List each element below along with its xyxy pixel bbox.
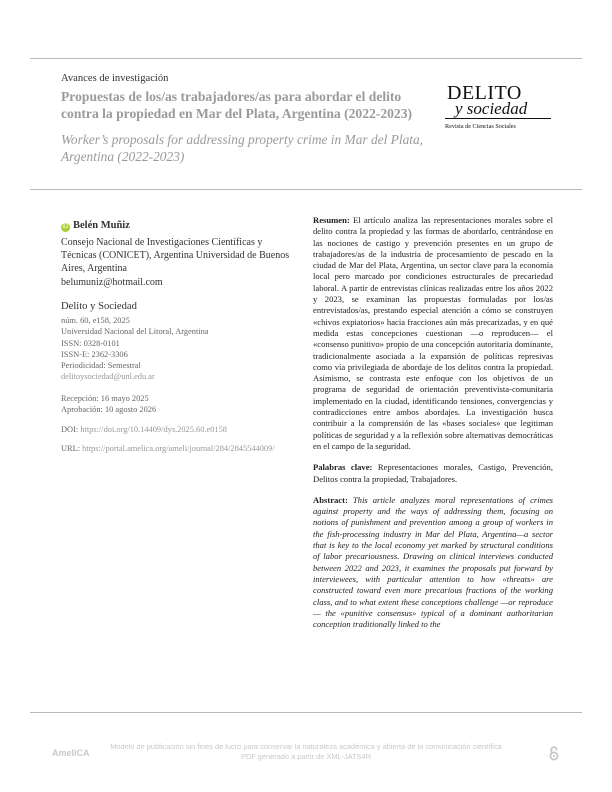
footer-line-2: PDF generado a partir de XML-JATS4R: [240, 751, 372, 761]
keywords-text: Representaciones morales, Castigo, Prevención, Delitos contra la propiedad, Trabajadores.: [313, 462, 553, 484]
logo-underline: [445, 118, 551, 119]
header-divider: [30, 189, 582, 190]
footer-note: [85, 742, 527, 761]
approved-date: Aprobación: 10 agosto 2026: [61, 405, 157, 415]
article-title-english: Worker’s proposals for addressing property crime in Mar del Plata, Argentina (2022-2023): [61, 132, 424, 164]
url-label: URL:: [61, 444, 81, 454]
resumen-text: El artículo analiza las representaciones morales sobre el delito contra la propiedad y las formas de abordarlo, centrándose en las nociones de castigo y prevención presentes en un grupo de trabajadores/as de la industria de procesamiento de pescado en la ciudad de Mar del Plata, Argentina, un sector clave para la economía local pero marcado por condiciones estructurales de precariedad laboral. A partir de entrevistas clínicas realizadas entre los años 2022 y 2023, se examinan las propuestas formuladas por los/as entrevistados/as, prestando especial atención a cómo se construyen «chivos expiatorios» hacia fracciones aún más precarizadas, y en qué medida estas concepciones cuestionan —o reproducen— el «consenso punitivo» propio de una concepción autoritaria dominante, tradicionalmente asociada a la expansión de políticas represivas como vía privilegiada de abordaje de los delitos contra la propiedad. Asimismo, se contrasta este enfoque con los objetivos de un programa de seguridad de orientación preventivista-comunitaria implementado en la ciudad, identificando tensiones, convergencias y contradicciones entre ambos abordajes. La investigación busca contribuir a la comprensión de las «bases sociales» que legitiman políticas de seguridad y a la reflexión sobre alternativas democráticas en el campo de la seguridad.: [313, 215, 553, 451]
author-line: [61, 215, 291, 233]
amelica-logo: AmeliCA: [52, 748, 90, 758]
journal-logo: [445, 82, 565, 132]
article-dates: [61, 393, 291, 416]
author-name: Belén Muñiz: [73, 220, 130, 231]
article-metadata: [61, 215, 291, 453]
open-access-icon: [548, 745, 560, 761]
journal-periodicity: Periodicidad: Semestral: [61, 361, 141, 371]
journal-issn-e: ISSN-E: 2362-3306: [61, 349, 128, 359]
received-date: Recepción: 16 mayo 2025: [61, 393, 149, 403]
journal-issn: ISSN: 0328-0101: [61, 338, 120, 348]
logo-word-delito: DELITO: [447, 82, 522, 104]
abstract-column: [313, 215, 553, 630]
abstract-paragraph: [313, 495, 553, 631]
abstract-label: Abstract:: [313, 494, 348, 505]
url-link[interactable]: https://portal.amelica.org/ameli/journal/284/2845544009/: [82, 444, 275, 454]
author-email[interactable]: belumuniz@hotmail.com: [61, 277, 163, 288]
author-affiliation: Consejo Nacional de Investigaciones Científicas y Técnicas (CONICET), Argentina Universidad de Buenos Aires, Argentina: [61, 237, 290, 274]
logo-word-sociedad: y sociedad: [455, 99, 528, 118]
journal-number: núm. 60, e158, 2025: [61, 316, 130, 325]
orcid-icon[interactable]: iD: [62, 224, 69, 230]
top-rule: [30, 58, 582, 59]
abstract-text: This article analyzes moral representations of crimes against property and the ways of addressing them, focusing on notions of punishment and prevention among a group of workers in the fish-processing industry in Mar del Plata, Argentina—a sector that is key to the local economy yet marked by structural conditions of labor precariousness. Drawing on clinical interviews conducted between 2022 and 2023, it examines the proposals put forward by interviewees, with particular attention to how «threats» are constructed toward even more precarious fractions of the working class, and to what extent these conceptions challenge —or reproduce— the «punitive consensus» typical of a dominant authoritarian conception traditionally linked to the: [313, 494, 554, 630]
page-footer: [30, 739, 582, 769]
article-title-spanish: Propuestas de los/as trabajadores/as para abordar el delito contra la propiedad en Mar del Plata, Argentina (2022-2023): [61, 89, 413, 121]
journal-publisher: Universidad Nacional del Litoral, Argentina: [61, 327, 209, 337]
keywords-label: Palabras clave:: [313, 462, 373, 473]
doi-label: DOI:: [61, 425, 79, 435]
keywords-paragraph: [313, 462, 553, 485]
journal-email[interactable]: delitoysociedad@unl.edu.ar: [61, 372, 155, 382]
section-label: Avances de investigación: [61, 73, 169, 84]
footer-line-1: Modelo de publicación sin fines de lucro para conservar la naturaleza académica y abierta de la comunicación científica: [110, 742, 502, 751]
logo-subtitle: Revista de Ciencias Sociales: [445, 123, 516, 130]
footer-rule: [30, 712, 582, 713]
journal-name: Delito y Sociedad: [61, 301, 137, 312]
resumen-paragraph: [313, 215, 553, 452]
resumen-label: Resumen:: [313, 215, 350, 225]
doi-link[interactable]: https://doi.org/10.14409/dys.2025.60.e0158: [80, 425, 227, 435]
url-line: [61, 444, 291, 453]
doi-line: [61, 425, 291, 434]
